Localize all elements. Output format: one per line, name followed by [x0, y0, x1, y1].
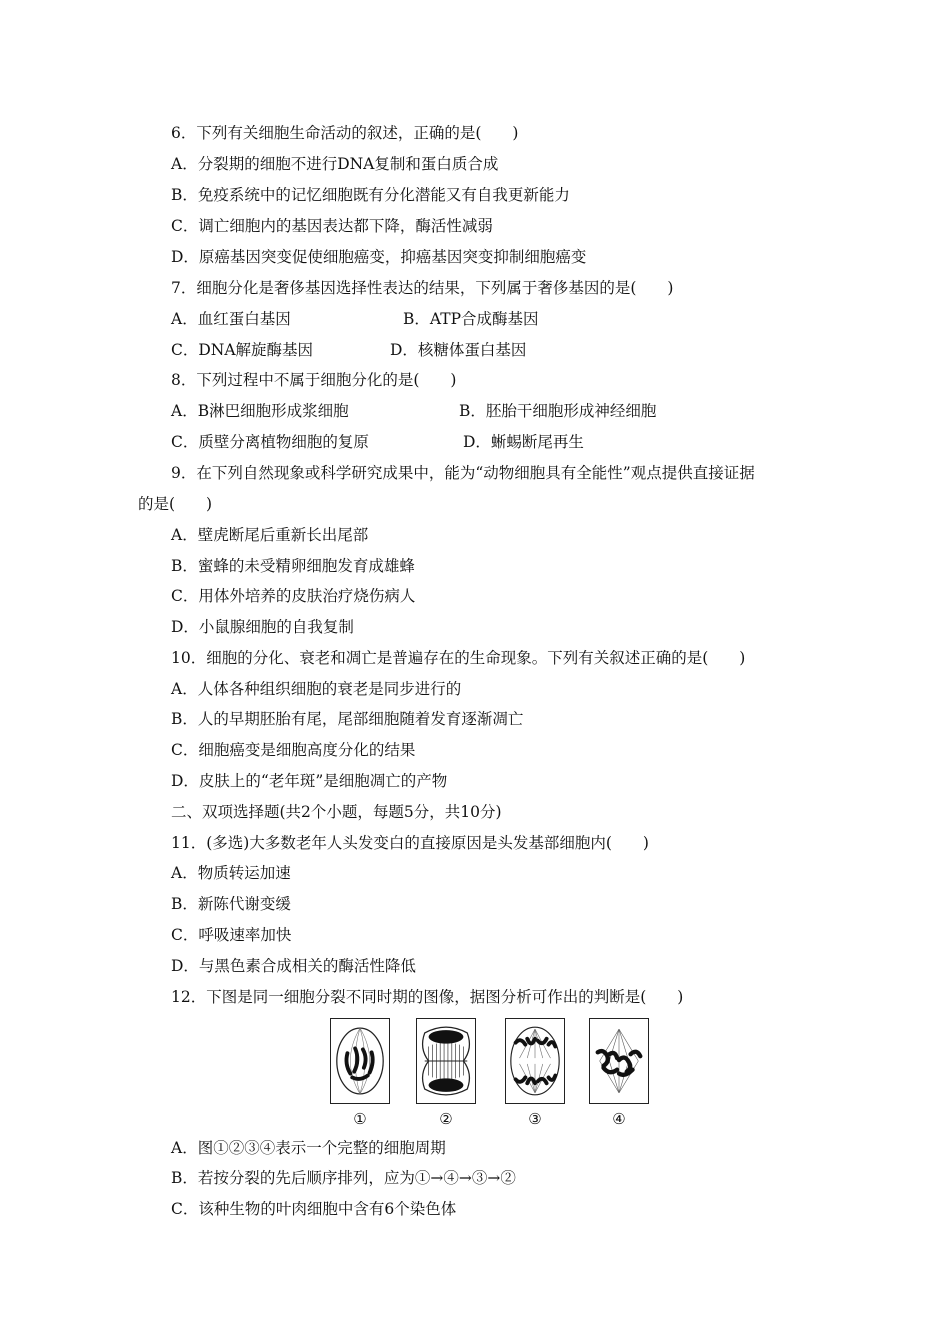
- question-11-option-b: B．新陈代谢变缓: [171, 895, 291, 913]
- question-9-option-c: C．用体外培养的皮肤治疗烧伤病人: [171, 587, 416, 605]
- question-9-option-a: A．壁虎断尾后重新长出尾部: [171, 526, 369, 544]
- cell-image-anaphase: [505, 1018, 565, 1104]
- question-10-option-b: B．人的早期胚胎有尾，尾部细胞随着发育逐渐凋亡: [171, 710, 524, 728]
- question-8-option-d: D．蜥蜴断尾再生: [463, 433, 584, 451]
- question-12-stem: 12．下图是同一细胞分裂不同时期的图像，据图分析可作出的判断是( ): [171, 988, 684, 1006]
- question-11-option-a: A．物质转运加速: [171, 864, 291, 882]
- question-9-stem: 9．在下列自然现象或科学研究成果中，能为“动物细胞具有全能性”观点提供直接证据: [171, 464, 755, 482]
- question-7-option-a: A．血红蛋白基因: [171, 310, 291, 328]
- question-9-option-d: D．小鼠腺细胞的自我复制: [171, 618, 354, 636]
- question-12-option-c: C．该种生物的叶肉细胞中含有6个染色体: [171, 1200, 457, 1218]
- question-8-stem: 8．下列过程中不属于细胞分化的是( ): [171, 371, 457, 389]
- question-7-option-c: C．DNA解旋酶基因: [171, 341, 314, 359]
- section-2-heading: 二、双项选择题(共2个小题，每题5分，共10分): [171, 803, 502, 821]
- question-8-option-c: C．质壁分离植物细胞的复原: [171, 433, 369, 451]
- question-10-option-d: D．皮肤上的“老年斑”是细胞凋亡的产物: [171, 772, 448, 790]
- question-7-stem: 7．细胞分化是奢侈基因选择性表达的结果，下列属于奢侈基因的是( ): [171, 279, 674, 297]
- cell-division-figure: [330, 1018, 660, 1128]
- question-9-option-b: B．蜜蜂的未受精卵细胞发育成雄蜂: [171, 557, 415, 575]
- question-6-option-c: C．调亡细胞内的基因表达都下降，酶活性减弱: [171, 217, 493, 235]
- question-8-option-b: B．胚胎干细胞形成神经细胞: [459, 402, 657, 420]
- cell-image-metaphase: [589, 1018, 649, 1104]
- question-11-option-d: D．与黑色素合成相关的酶活性降低: [171, 957, 416, 975]
- cell-image-telophase: [416, 1018, 476, 1104]
- question-7-option-b: B．ATP合成酶基因: [403, 310, 539, 328]
- question-7-option-d: D．核糖体蛋白基因: [390, 341, 527, 359]
- cell-anaphase-drawing: [506, 1019, 564, 1103]
- question-6-stem: 6．下列有关细胞生命活动的叙述，正确的是( ): [171, 124, 519, 142]
- question-10-option-a: A．人体各种组织细胞的衰老是同步进行的: [171, 680, 462, 698]
- question-9-stem-continued: 的是( ): [138, 495, 213, 513]
- question-10-option-c: C．细胞癌变是细胞高度分化的结果: [171, 741, 416, 759]
- question-6-option-b: B．免疫系统中的记忆细胞既有分化潜能又有自我更新能力: [171, 186, 570, 204]
- question-10-stem: 10．细胞的分化、衰老和凋亡是普遍存在的生命现象。下列有关叙述正确的是( ): [171, 649, 746, 667]
- question-6-option-a: A．分裂期的细胞不进行DNA复制和蛋白质合成: [171, 155, 499, 173]
- cell-metaphase-drawing: [590, 1019, 648, 1103]
- cell-prophase-drawing: [331, 1019, 389, 1103]
- question-11-stem: 11．(多选)大多数老年人头发变白的直接原因是头发基部细胞内( ): [171, 834, 649, 852]
- figure-label-2: ②: [439, 1110, 453, 1128]
- cell-telophase-drawing: [417, 1019, 475, 1103]
- question-11-option-c: C．呼吸速率加快: [171, 926, 292, 944]
- question-8-option-a: A．B淋巴细胞形成浆细胞: [171, 402, 349, 420]
- figure-label-4: ④: [612, 1110, 626, 1128]
- question-12-option-b: B．若按分裂的先后顺序排列，应为①→④→③→②: [171, 1169, 516, 1187]
- question-6-option-d: D．原癌基因突变促使细胞癌变，抑癌基因突变抑制细胞癌变: [171, 248, 587, 266]
- figure-label-1: ①: [353, 1110, 367, 1128]
- question-12-option-a: A．图①②③④表示一个完整的细胞周期: [171, 1139, 446, 1157]
- cell-image-prophase: [330, 1018, 390, 1104]
- figure-label-3: ③: [528, 1110, 542, 1128]
